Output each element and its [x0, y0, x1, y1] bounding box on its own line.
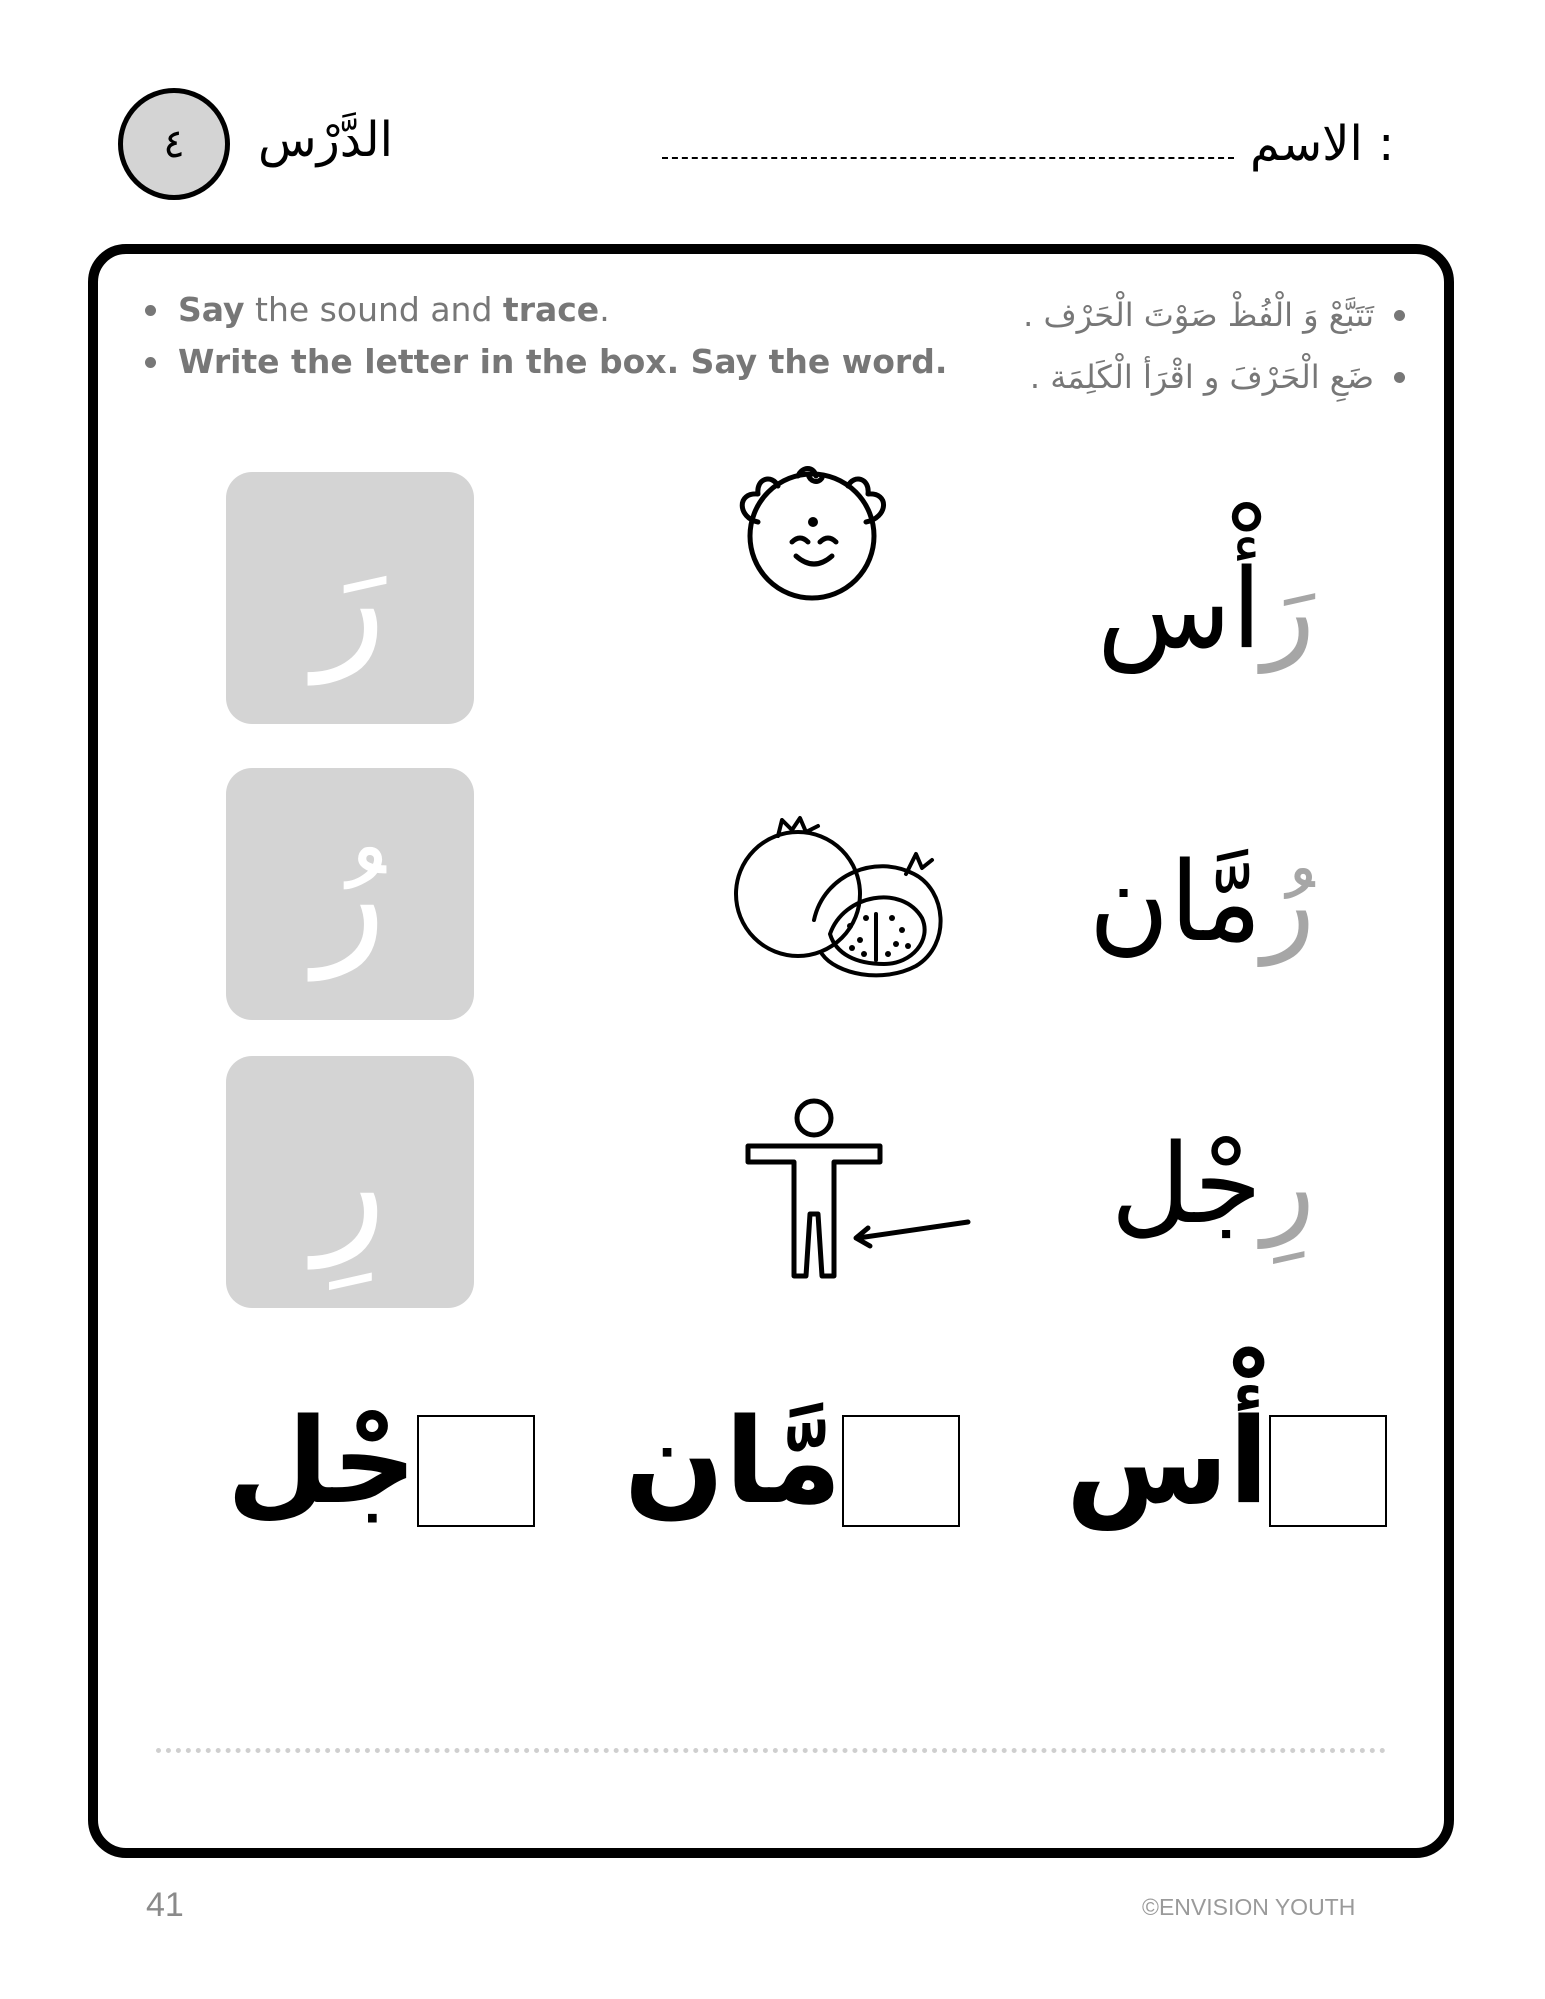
word-lead-letter: رِ	[1261, 1120, 1315, 1248]
word-rest: جْل	[1110, 1120, 1262, 1248]
instruction-text: ضَعِ الْحَرْفَ و اقْرَأ الْكَلِمَة .	[1029, 358, 1374, 396]
letter-write-box[interactable]	[842, 1415, 960, 1527]
instructions-english	[145, 284, 947, 388]
bullet-icon	[1394, 372, 1405, 383]
letter-write-box[interactable]	[417, 1415, 535, 1527]
instruction-english-1	[145, 284, 947, 336]
trace-letter: رَ	[313, 511, 387, 685]
lesson-number-badge	[118, 88, 230, 200]
page-number: 41	[146, 1886, 184, 1924]
lesson-label: الدَّرْس	[258, 112, 393, 168]
instruction-arabic-2	[1023, 346, 1405, 408]
fill-in-rest: مَّان	[623, 1392, 842, 1530]
trace-tile-ra-fatha[interactable]	[226, 472, 474, 724]
bullet-icon	[145, 357, 156, 368]
word-rest: أْس	[1097, 545, 1262, 673]
copyright-notice: ©ENVISION YOUTH	[1142, 1894, 1356, 1920]
fill-in-rest: جْل	[226, 1392, 417, 1530]
writing-guide-line[interactable]	[156, 1748, 1386, 1753]
trace-tile-ra-kasra[interactable]	[226, 1056, 474, 1308]
word-lead-letter: رُ	[1261, 838, 1315, 966]
instruction-text: تَتَبَّعْ وَ الْفُظْ صَوْتَ الْحَرْف .	[1023, 296, 1374, 334]
bullet-icon	[1394, 310, 1405, 321]
bullet-icon	[145, 305, 156, 316]
word-rumman	[1089, 838, 1315, 966]
word-rajul	[1111, 1120, 1315, 1248]
fill-in-word-3	[226, 1392, 535, 1530]
trace-letter: رِ	[313, 1095, 387, 1269]
pomegranate-icon	[726, 814, 956, 984]
instruction-arabic-1	[1023, 284, 1405, 346]
trace-letter: رُ	[313, 807, 387, 981]
instruction-english-2	[145, 336, 947, 388]
instruction-text: Write the letter in the box. Say the word.	[178, 342, 948, 381]
letter-write-box[interactable]	[1269, 1415, 1387, 1527]
fill-in-word-1	[1065, 1392, 1387, 1530]
word-lead-letter: رَ	[1261, 545, 1315, 673]
man-pointing-icon	[740, 1094, 980, 1294]
word-ra-s	[1097, 545, 1315, 673]
fill-in-word-2	[623, 1392, 960, 1530]
baby-face-icon	[728, 452, 898, 612]
word-rest: مَّان	[1088, 838, 1262, 966]
lesson-number: ٤	[163, 121, 185, 167]
name-write-line[interactable]	[662, 157, 1234, 159]
trace-tile-ra-damma[interactable]	[226, 768, 474, 1020]
name-label: الاسم :	[1250, 116, 1395, 172]
instructions-arabic	[1023, 284, 1405, 408]
instruction-text: Say the sound and trace.	[178, 290, 610, 329]
fill-in-rest: أْس	[1065, 1392, 1269, 1530]
